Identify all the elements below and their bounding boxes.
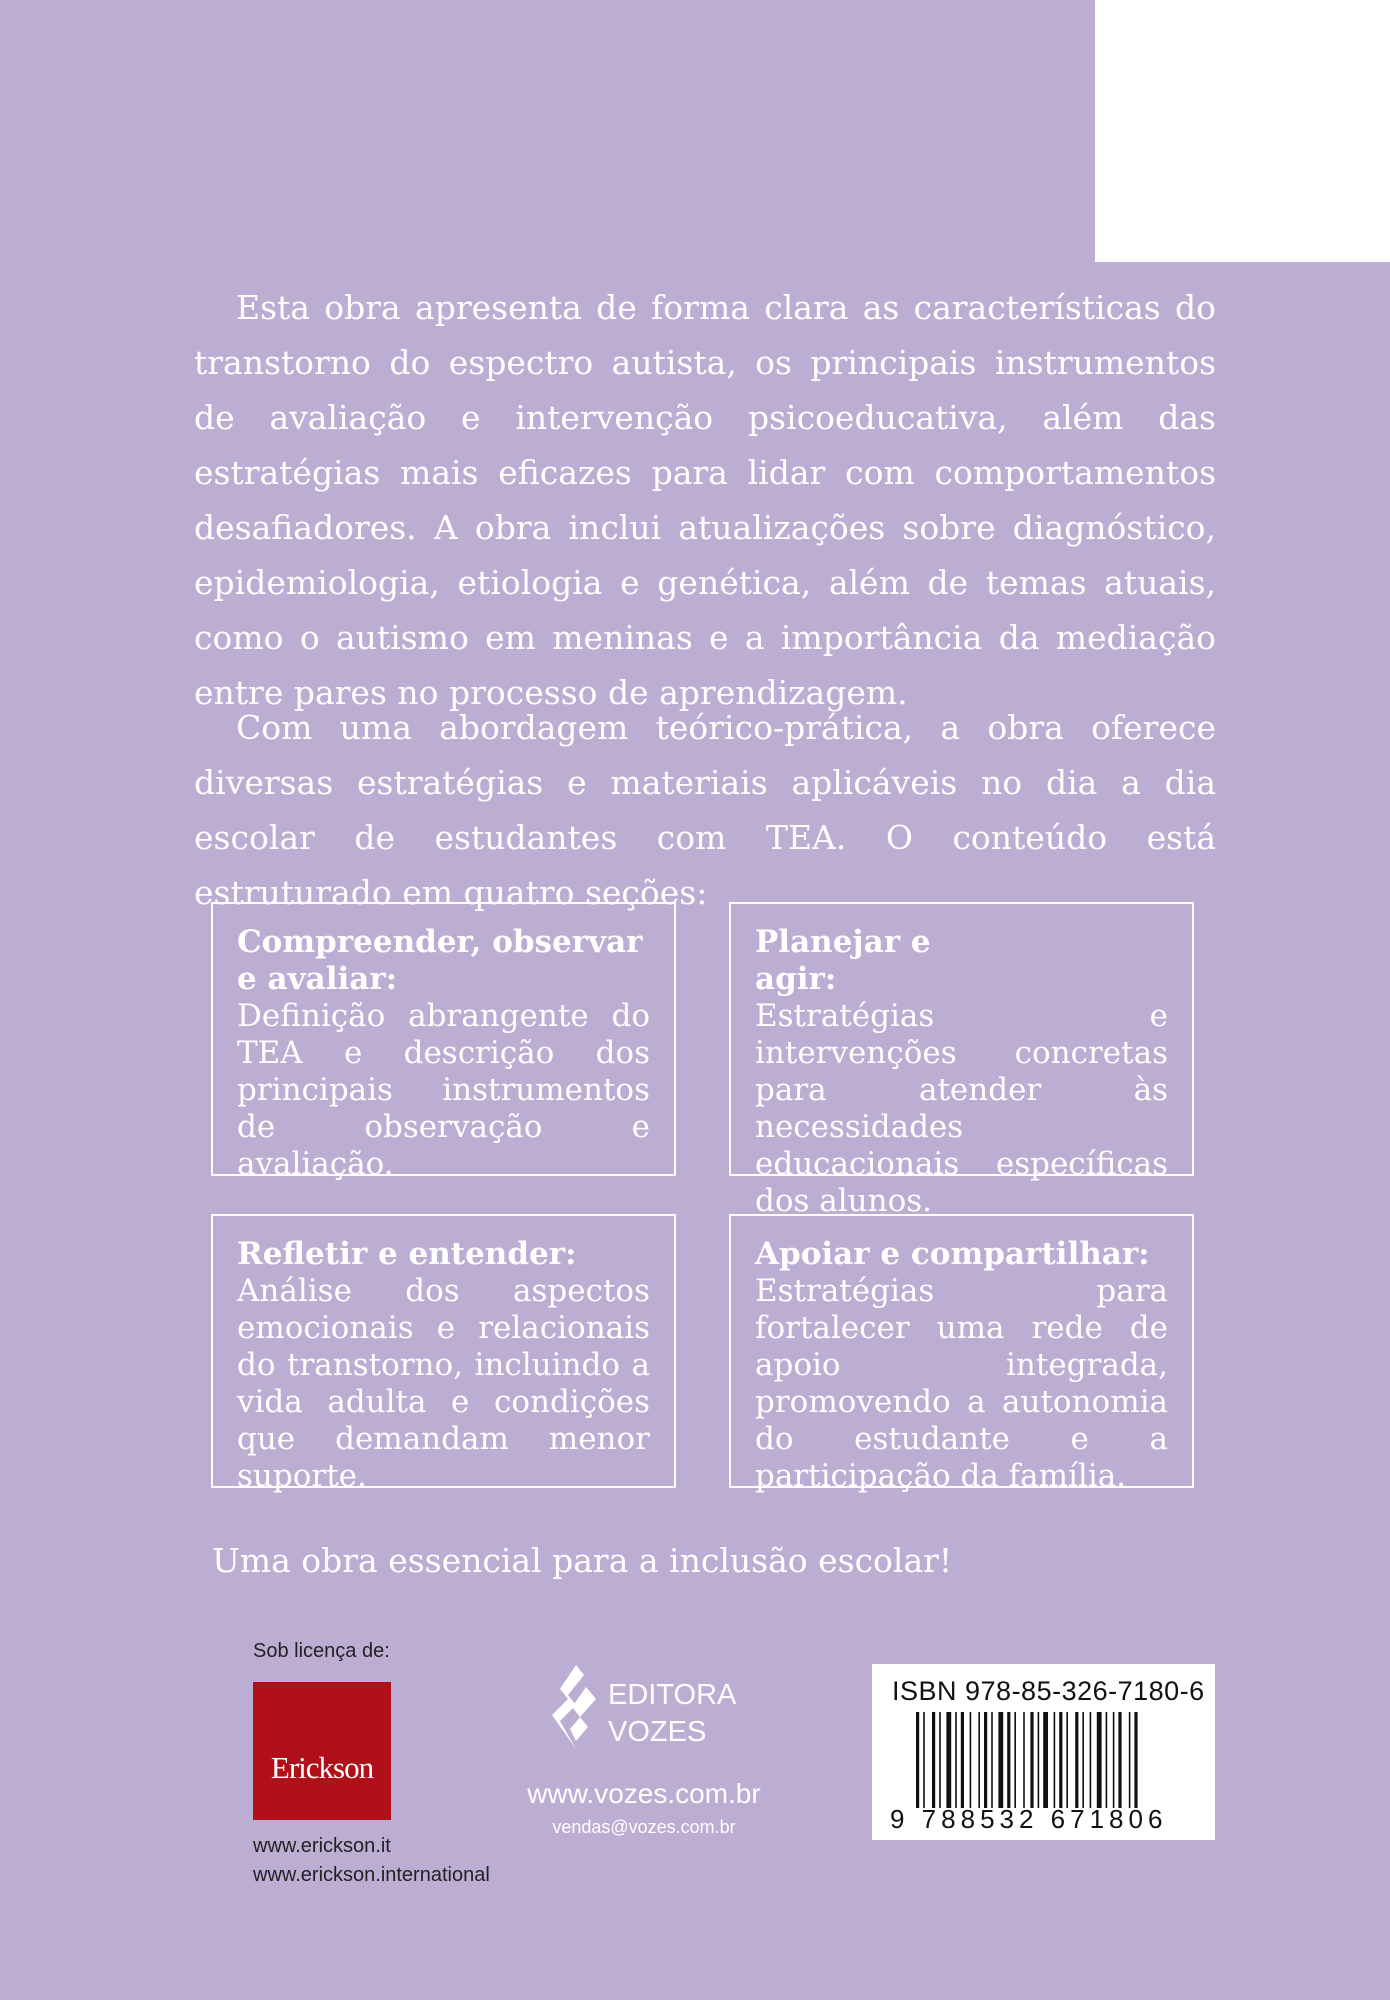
section-description: Estratégias para fortalecer uma rede de apoio integrada, promovendo a autonomia do estudante e a participação da família. (755, 1273, 1168, 1494)
section-title: Compreender, observar e avaliar: (237, 924, 643, 997)
barcode-icon (916, 1712, 1192, 1808)
section-description: Estratégias e intervenções concretas para atender às necessidades educacionais específicas dos alunos. (755, 998, 1168, 1219)
section-title: Apoiar e compartilhar: (755, 1236, 1150, 1272)
erickson-url-international[interactable]: www.erickson.international (253, 1864, 490, 1886)
editora-vozes-logo (552, 1665, 752, 1755)
section-title: Refletir e entender: (237, 1236, 577, 1272)
closing-statement: Uma obra essencial para a inclusão escolar! (212, 1541, 953, 1580)
erickson-logo-text: Erickson (270, 1750, 374, 1785)
section-card-planejar (729, 902, 1194, 1219)
section-title: Planejar e agir: (755, 924, 931, 997)
license-label: Sob licença de: (253, 1640, 390, 1662)
erickson-url-it[interactable]: www.erickson.it (253, 1835, 391, 1857)
section-card-compreender (211, 902, 676, 1182)
isbn-label: ISBN 978-85-326-7180-6 (892, 1676, 1205, 1706)
section-description: Análise dos aspectos emocionais e relacionais do transtorno, incluindo a vida adulta e condições que demandam menor suporte. (237, 1273, 650, 1494)
vozes-line-2: VOZES (608, 1716, 707, 1748)
intro-paragraph-1: Esta obra apresenta de forma clara as características do transtorno do espectro autista, os principais instrumentos de avaliação e intervenção psicoeducativa, além das estratégias mais eficazes para lidar com comportamentos desafiadores. A obra inclui atualizações sobre diagnóstico, epidemiologia, etiologia e genética, além de temas atuais, como o autismo em meninas e a importância da mediação entre pares no processo de aprendizagem. (194, 288, 1216, 712)
isbn-barcode-box (872, 1664, 1215, 1840)
erickson-logo (253, 1682, 391, 1820)
vozes-website[interactable]: www.vozes.com.br (527, 1778, 761, 1809)
section-card-apoiar (729, 1214, 1194, 1494)
label-placeholder-box (1095, 0, 1390, 262)
vozes-mark-icon (552, 1665, 600, 1749)
section-description: Definição abrangente do TEA e descrição dos principais instrumentos de observação e avaliação. (237, 998, 650, 1182)
erickson-urls (253, 1832, 490, 1890)
vozes-line-1: EDITORA (608, 1679, 737, 1711)
intro-paragraph-2: Com uma abordagem teórico-prática, a obra oferece diversas estratégias e materiais aplicáveis no dia a dia escolar de estudantes com TEA. O conteúdo está estruturado em quatro seções: (194, 708, 1216, 912)
section-card-refletir (211, 1214, 676, 1494)
isbn-digits: 9 788532 671806 (890, 1804, 1168, 1834)
vozes-wordmark (608, 1677, 736, 1751)
vozes-email[interactable]: vendas@vozes.com.br (552, 1817, 736, 1837)
